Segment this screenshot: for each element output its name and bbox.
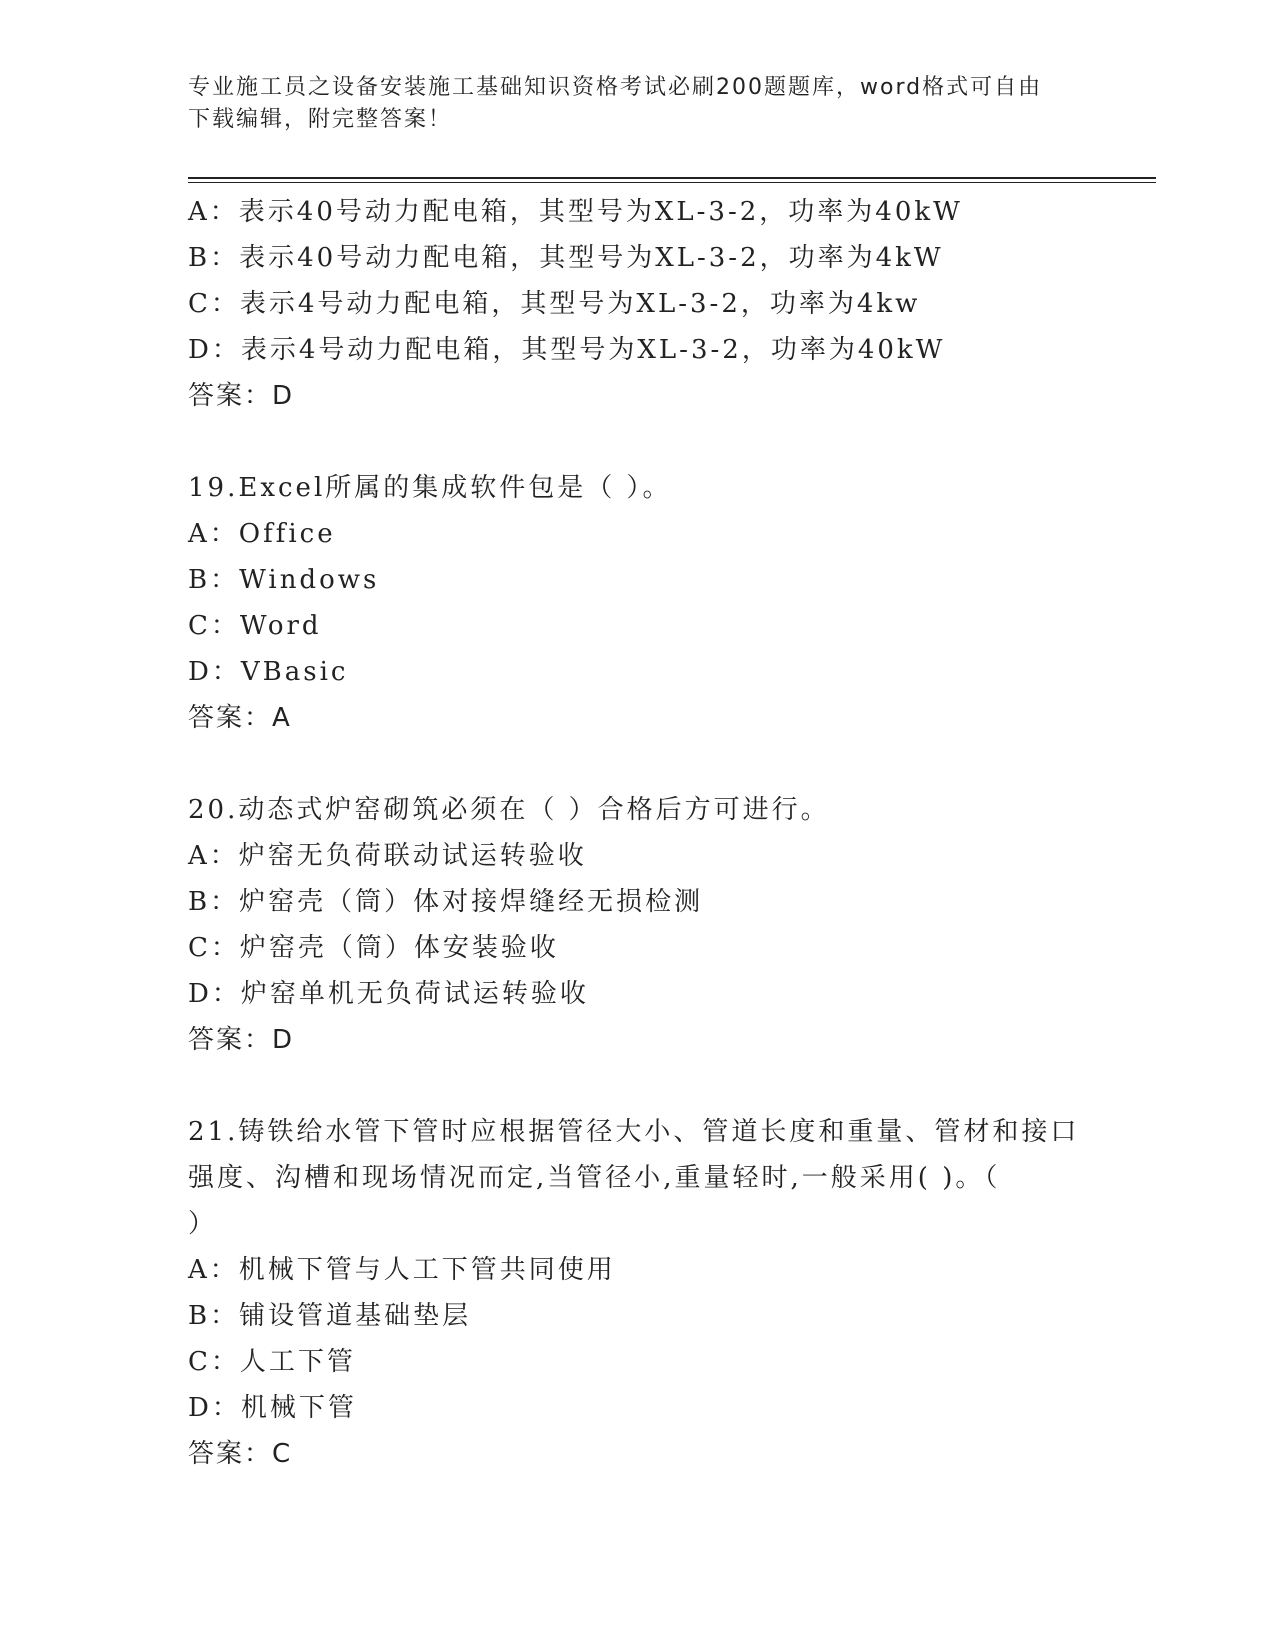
option-a: A：表示40号动力配电箱，其型号为XL-3-2，功率为40kW: [188, 197, 963, 227]
header-title-line-1: 专业施工员之设备安装施工基础知识资格考试必刷200题题库，word格式可自由: [188, 75, 1043, 100]
answer: 答案：C: [188, 1439, 293, 1469]
answer: 答案：D: [188, 381, 295, 411]
option-c: C：Word: [188, 611, 322, 641]
option-d: D：机械下管: [188, 1393, 357, 1423]
option-c: C：表示4号动力配电箱，其型号为XL-3-2，功率为4kw: [188, 289, 921, 319]
option-d: D：炉窑单机无负荷试运转验收: [188, 979, 589, 1009]
option-b: B：铺设管道基础垫层: [188, 1301, 472, 1331]
option-a: A：炉窑无负荷联动试运转验收: [188, 841, 587, 871]
question-text: 20.动态式炉窑砌筑必须在（ ）合格后方可进行。: [188, 795, 830, 825]
question-text-line-3: ）: [188, 1209, 218, 1239]
question-18: [188, 189, 1088, 419]
option-a: A：机械下管与人工下管共同使用: [188, 1255, 616, 1285]
option-a: A：Office: [188, 519, 336, 549]
option-d: D：表示4号动力配电箱，其型号为XL-3-2，功率为40kW: [188, 335, 946, 365]
option-b: B：表示40号动力配电箱，其型号为XL-3-2，功率为4kW: [188, 243, 944, 273]
option-c: C：人工下管: [188, 1347, 356, 1377]
spacer: [188, 741, 1088, 787]
question-list: [188, 189, 1088, 1477]
header-divider-thick: [188, 177, 1156, 179]
question-19: [188, 465, 1088, 741]
question-20: [188, 787, 1088, 1063]
option-b: B：Windows: [188, 565, 380, 595]
question-text-line-1: 21.铸铁给水管下管时应根据管径大小、管道长度和重量、管材和接口: [188, 1117, 1080, 1147]
option-c: C：炉窑壳（筒）体安装验收: [188, 933, 559, 963]
question-text-line-2: 强度、沟槽和现场情况而定,当管径小,重量轻时,一般采用( )。（: [188, 1163, 1001, 1193]
spacer: [188, 419, 1088, 465]
header-divider-thin: [188, 182, 1156, 183]
spacer: [188, 1063, 1088, 1109]
question-text: 19.Excel所属的集成软件包是（ ）。: [188, 473, 672, 503]
answer: 答案：A: [188, 703, 292, 733]
answer: 答案：D: [188, 1025, 295, 1055]
document-header: [188, 72, 1068, 136]
option-d: D：VBasic: [188, 657, 349, 687]
header-title-line-2: 下载编辑，附完整答案！: [188, 107, 453, 132]
option-b: B：炉窑壳（筒）体对接焊缝经无损检测: [188, 887, 704, 917]
question-21: [188, 1109, 1088, 1477]
